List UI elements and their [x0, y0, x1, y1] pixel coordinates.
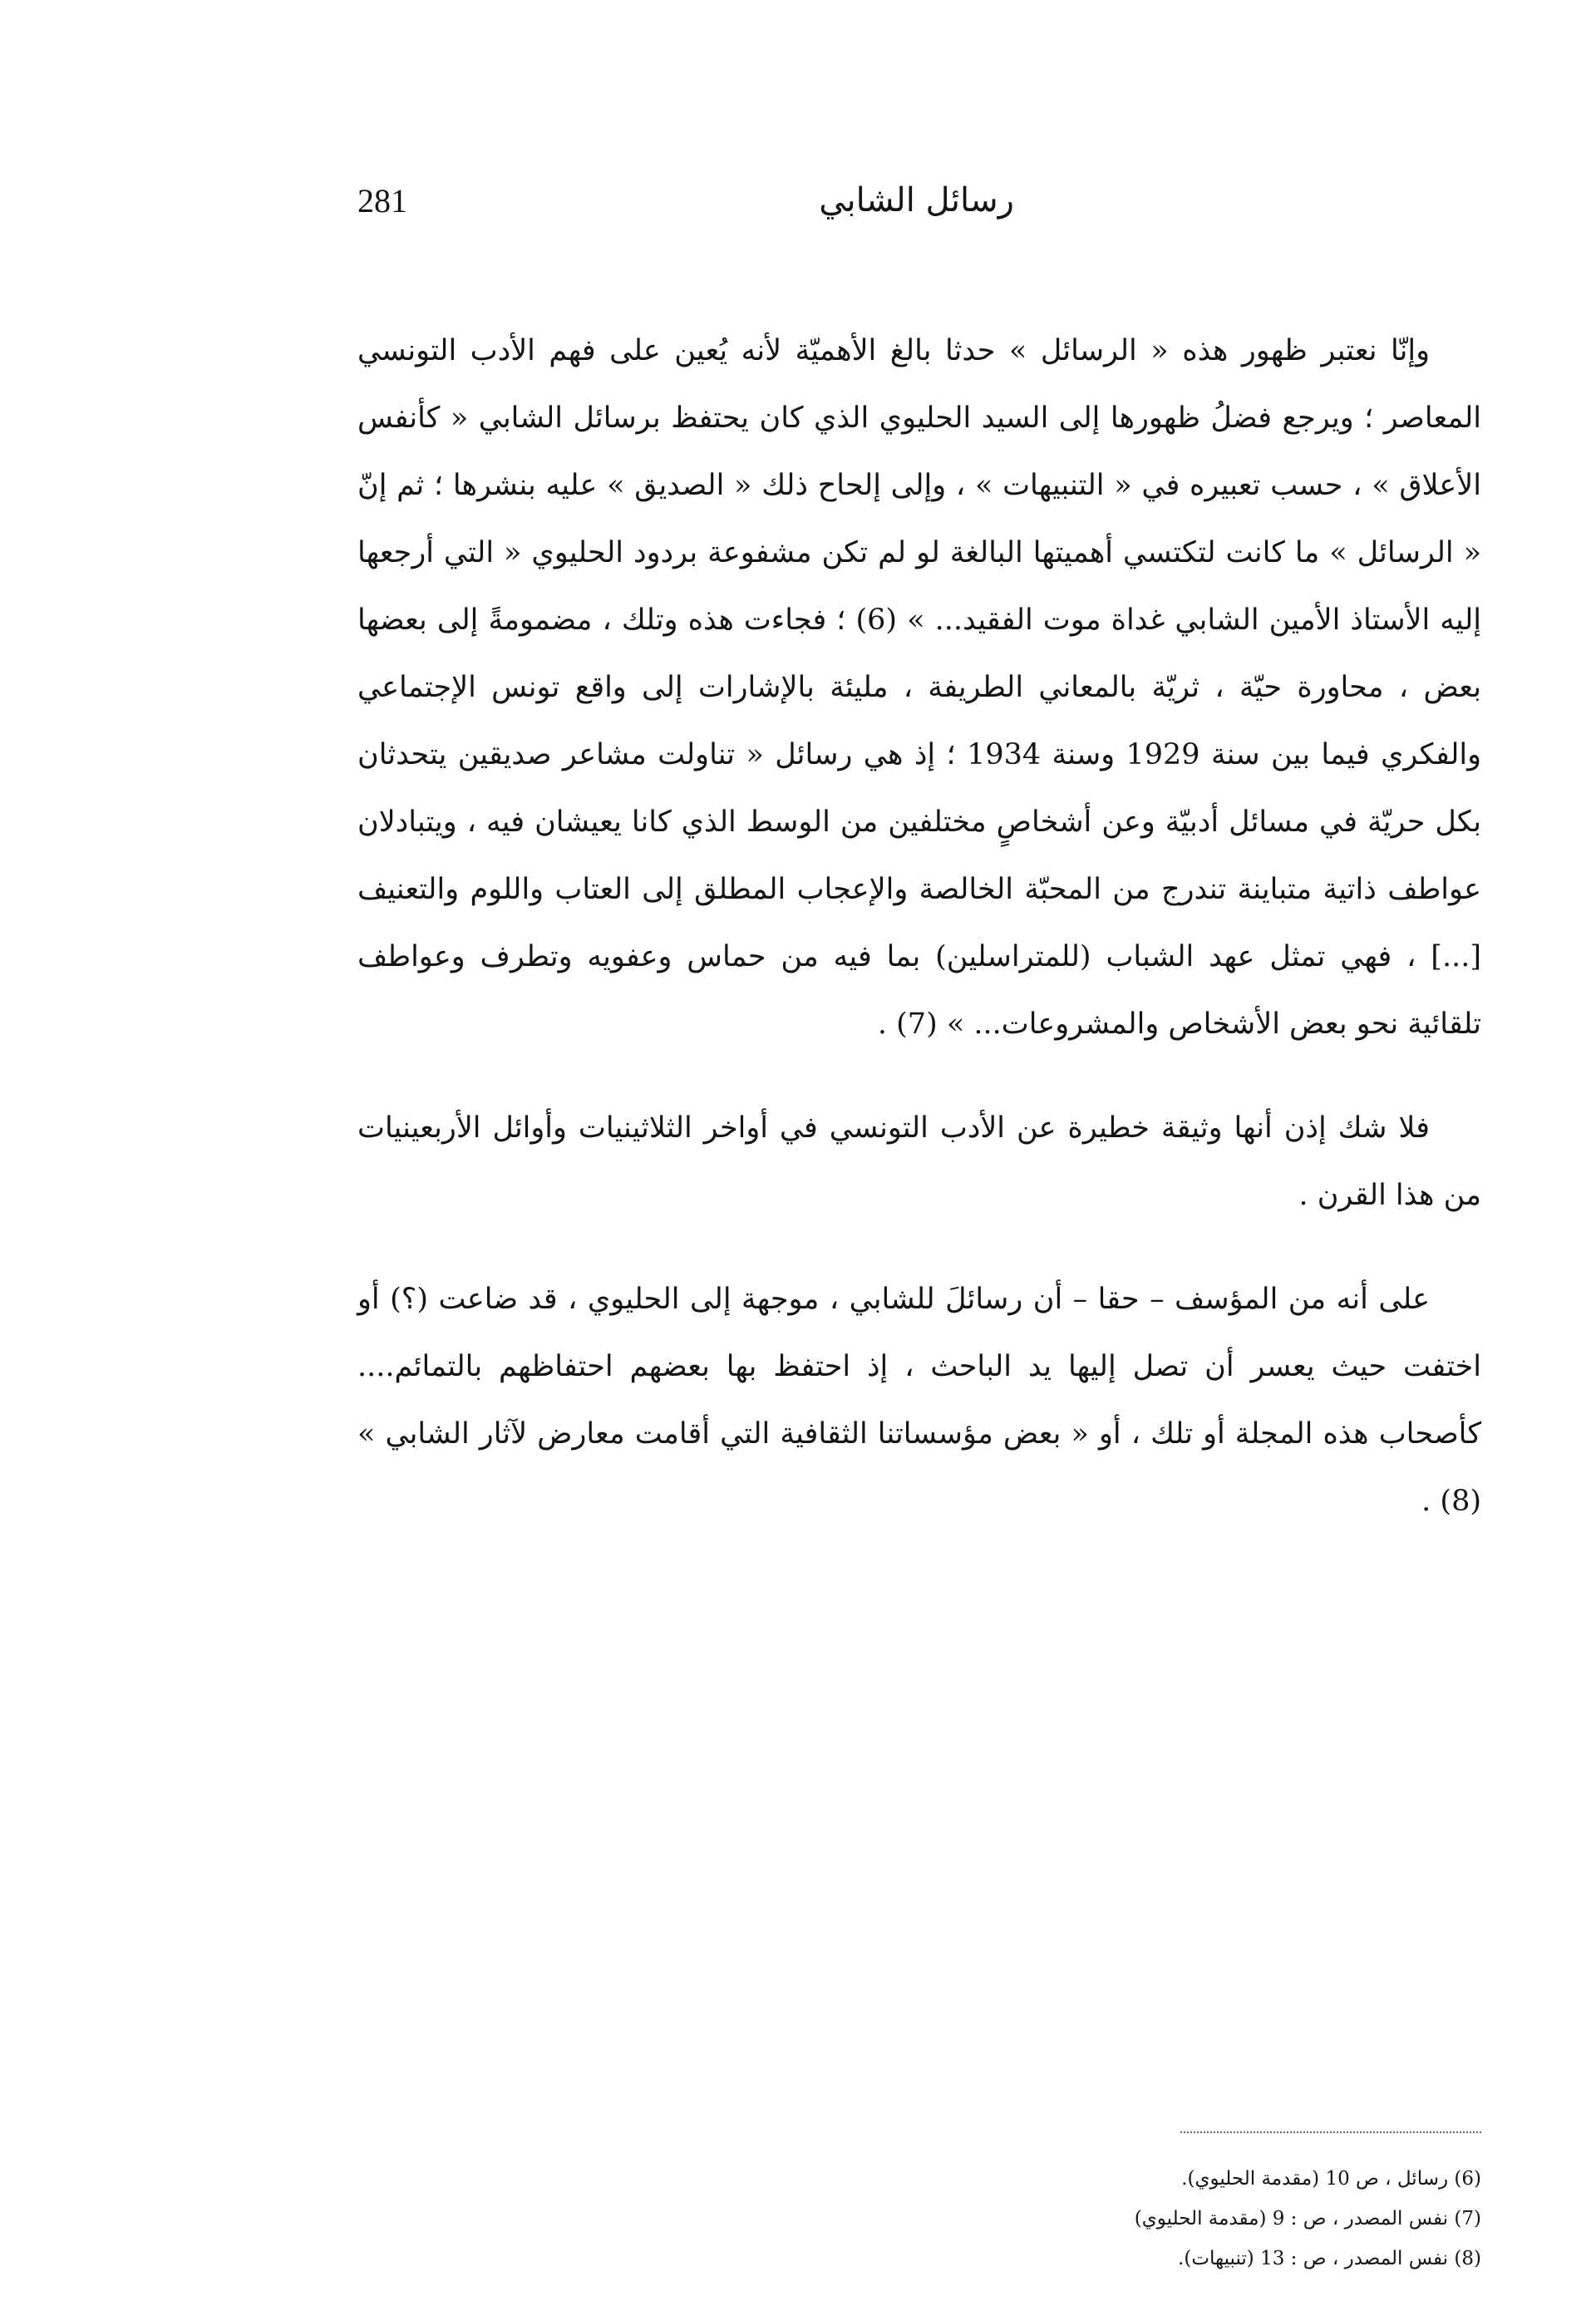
paragraph-1: وإنّا نعتبر ظهور هذه « الرسائل » حدثا بالغ الأهميّة لأنه يُعين على فهم الأدب التونسي المعاصر ؛ ويرجع فضلُ ظهورها إلى السيد الحليوي الذي كان يحتفظ برسائل الشابي « كأنفس الأعلاق » ، حسب تعبيره في « التنبيهات » ، وإلى إلحاح ذلك « الصديق » عليه بنشرها ؛ ثم إنّ « الرسائل » ما كانت لتكتسي أهميتها البالغة لو لم تكن مشفوعة بردود الحليوي « التي أرجعها إليه الأستاذ الأمين الشابي غداة موت الفقيد... » (6) ؛ فجاءت هذه وتلك ، مضمومةً إلى بعضها بعض ، محاورة حيّة ، ثريّة بالمعاني الطريفة ، مليئة بالإشارات إلى واقع تونس الإجتماعي والفكري فيما بين سنة 1929 وسنة 1934 ؛ إذ هي رسائل « تناولت مشاعر صديقين يتحدثان بكل حريّة في مسائل أدبيّة وعن أشخاصٍ مختلفين من الوسط الذي كانا يعيشان فيه ، ويتبادلان عواطف ذاتية متباينة تندرج من المحبّة الخالصة والإعجاب المطلق إلى العتاب واللوم والتعنيف [...] ، فهي تمثل عهد الشباب (للمتراسلين) بما فيه من حماس وعفويه وتطرف وعواطف تلقائية نحو بعض الأشخاص والمشروعات... » (7) . — [357, 334, 1481, 1041]
footnote-7: (7) نفس المصدر ، ص : 9 (مقدمة الحليوي) — [1134, 2208, 1481, 2230]
body-text — [357, 318, 1481, 1535]
paragraph-2: فلا شك إذن أنها وثيقة خطيرة عن الأدب التونسي في أواخر الثلاثينيات وأوائل الأربعينيات من هذا القرن . — [357, 1111, 1481, 1212]
footnote-6: (6) رسائل ، ص 10 (مقدمة الحليوي). — [1181, 2168, 1481, 2190]
footnote-separator — [1180, 2131, 1481, 2133]
page-number: 281 — [357, 182, 407, 219]
footnotes — [748, 2159, 1481, 2279]
footnote-8: (8) نفس المصدر ، ص : 13 (تنبيهات). — [1178, 2248, 1481, 2269]
paragraph-3: على أنه من المؤسف – حقا – أن رسائلَ للشابي ، موجهة إلى الحليوي ، قد ضاعت (؟) أو اختفت حيث يعسر أن تصل إليها يد الباحث ، إذ احتفظ بها بعضهم احتفاظهم بالتمائم.... كأصحاب هذه المجلة أو تلك ، أو « بعض مؤسساتنا الثقافية التي أقامت معارض لآثار الشابي » (8) . — [357, 1283, 1481, 1518]
page-header — [357, 181, 1014, 231]
running-title: رسائل الشابي — [819, 181, 1014, 219]
